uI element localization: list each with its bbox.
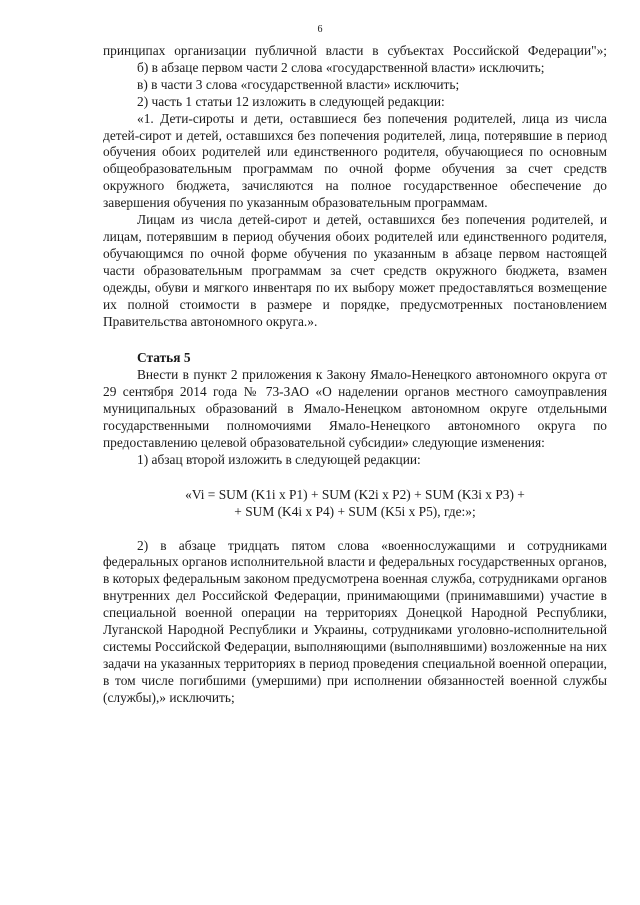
amendment-item-2: 2) в абзаце тридцать пятом слова «военнослужащими и сотрудниками федеральных органов исполнительной власти и федеральных государственных органов, в которых федеральным законом предусмотрена военная служба, сотрудниками органов внутренних дел Российской Федерации, принимающими (принимавшими) участие в специальной военной операции на территориях Донецкой Народной Республики, Луганской Народной Республики и Украины, сотрудниками уголовно-исполнительной системы Российской Федерации, выполняющими (выполнявшими) возложенные на них задачи на указанных территориях в период проведения специальной военной операции, в том числе погибшими (умершими) при исполнении обязанностей военной службы (службы),» исключить;	[103, 537, 607, 705]
paragraph-compensation: Лицам из числа детей-сирот и детей, оставшихся без попечения родителей, и лицам, потерявшим в период обучения обоих родителей или единственного родителя, обучающимся по очной форме обучения по указанным в абзаце первом настоящей части образовательным программам за счет средств окружного бюджета, взамен одежды, обуви и мягкого инвентаря по их выбору может предоставляться возмещение их полной стоимости в размере и порядке, предусмотренных постановлением Правительства автономного округа.».	[103, 212, 607, 329]
formula-line-1: «Vi = SUM (K1i x P1) + SUM (K2i x P2) + SUM (K3i x P3) +	[185, 486, 525, 502]
formula	[103, 487, 607, 521]
page-number: 6	[317, 24, 323, 35]
amendment-item-1: 1) абзац второй изложить в следующей редакции:	[137, 451, 421, 467]
paragraph-item-2: 2) часть 1 статьи 12 изложить в следующей редакции:	[137, 93, 445, 109]
paragraph-part-1: «1. Дети-сироты и дети, оставшиеся без попечения родителей, лица из числа детей-сирот и детей, оставшихся без попечения родителей, лица, потерявшие в период обучения обоих родителей или единственного родителя, обучающиеся по основным общеобразовательным программам по очной форме обучения за счет средств окружного бюджета, зачисляются на полное государственное обеспечение до завершения обучения по указанным образовательным программам.	[103, 110, 607, 211]
paragraph-item-b: б) в абзаце первом части 2 слова «государственной власти» исключить;	[137, 59, 545, 75]
formula-line-2: + SUM (K4i x P4) + SUM (K5i x P5), где:»;	[234, 503, 476, 519]
paragraph-item-v: в) в части 3 слова «государственной власти» исключить;	[137, 76, 460, 92]
paragraph-continuation: принципах организации публичной власти в субъектах Российской Федерации"»;	[103, 43, 607, 58]
document-body	[103, 43, 607, 707]
article-heading: Статья 5	[137, 350, 191, 366]
article-intro: Внести в пункт 2 приложения к Закону Ямало-Ненецкого автономного округа от 29 сентября 2014 года № 73-ЗАО «О наделении органов местного самоуправления муниципальных образований в Ямало-Ненецком автономном округе отдельными государственными полномочиями Ямало-Ненецкого автономного округа по предоставлению целевой образовательной субсидии» следующие изменения:	[103, 367, 607, 450]
